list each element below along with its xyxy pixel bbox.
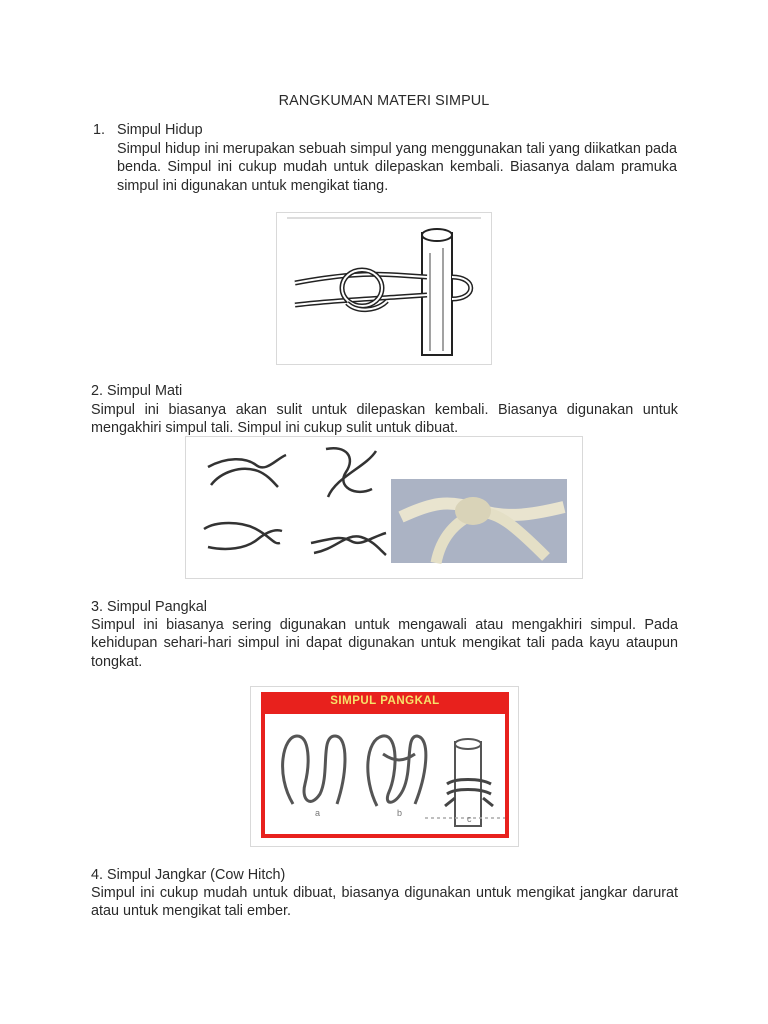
section-4-heading: 4. Simpul Jangkar (Cow Hitch) [91,867,286,883]
page-title: RANGKUMAN MATERI SIMPUL [278,93,490,109]
section-1-body: Simpul hidup ini merupakan sebuah simpul yang menggunakan tali yang diikatkan pada benda. Simpul ini cukup mudah untuk dilepaskan kembali. Biasanya dalam pramuka simpul ini digunakan untuk mengikat tiang. [117,141,677,194]
simpul-pangkal-illustration [250,686,519,847]
figure-label-b: b [397,808,403,818]
section-1-heading: Simpul Hidup [117,122,203,138]
figure-label-a: a [315,808,321,818]
simpul-hidup-drawing [277,213,491,364]
simpul-hidup-illustration [276,212,492,365]
simpul-pangkal-banner-text: SIMPUL PANGKAL [330,695,440,707]
section-1-number: 1. [93,122,106,138]
simpul-pangkal-panel [265,714,505,834]
section-3-body: Simpul ini biasanya sering digunakan untuk mengawali atau mengakhiri simpul. Pada kehidupan sehari-hari simpul ini dapat digunakan untuk mengikat tali pada kayu ataupun tongkat. [91,617,678,670]
section-4-body: Simpul ini cukup mudah untuk dibuat, biasanya digunakan untuk mengikat jangkar darurat atau untuk mengikat tali ember. [91,885,678,920]
simpul-mati-illustration [185,436,583,579]
simpul-mati-drawing [186,437,582,578]
section-2-body: Simpul ini biasanya akan sulit untuk dilepaskan kembali. Biasanya digunakan untuk mengakhiri simpul tali. Simpul ini cukup sulit untuk dibuat. [91,402,678,437]
section-2-heading: 2. Simpul Mati [91,383,183,399]
section-3-heading: 3. Simpul Pangkal [91,599,207,615]
figure-label-c: c [467,814,472,824]
